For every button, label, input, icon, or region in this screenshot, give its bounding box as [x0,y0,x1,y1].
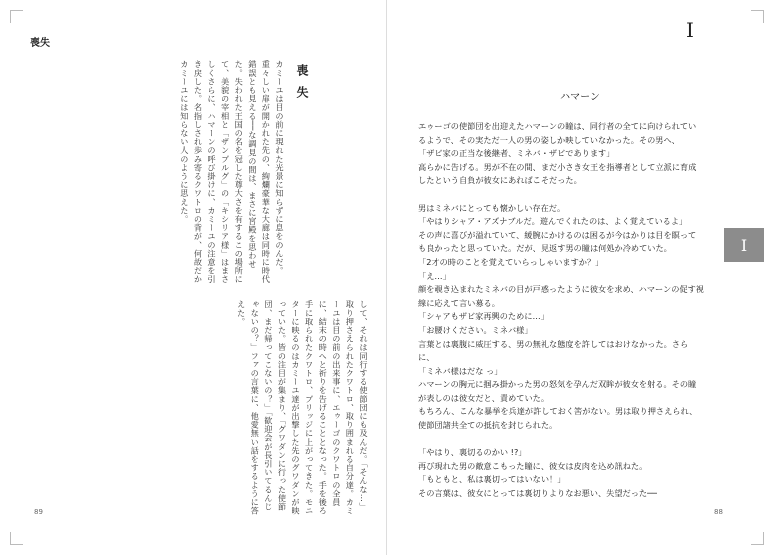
paragraph: 「ザビ家の正当な後継者、ミネバ・ザビであります」 [418,148,615,159]
paragraph: 言葉とは裏腹に威圧する、男の無礼な態度を許してはおけなかった。さらに、 [418,338,689,363]
crop-mark [751,10,764,23]
page-number-left: 89 [34,508,43,516]
paragraph: 顔を覗き込まれたミネバの目が戸惑ったように彼女を求め、ハマーンの促す視線に応えて言い募る。 [418,284,704,308]
vertical-body-lower: して、それは同行する使節団にも及んだ。「そんな…」取り押さえられたクワトロ、取り囲まれる自分達。カミーユは目の前の出来事に、エゥーゴのクワトロの全員に、結末の時へと祈りを告げることとなった。手を後ろ手に取られたクワトロ、ブリッジに上がってきた。モニターに映るのはカミーユ達が出撃した先のグワダンが映っていた。皆の注目が集まり、「グワダンに行った使節団、まだ帰ってこないの？」「歓迎会が長引いてるんじゃないの？」ファの言葉に、他愛無い話をするように答えた。 [236,300,369,515]
crop-mark [10,532,23,545]
page-number-right: 88 [714,508,723,516]
running-header: 喪失 [30,38,50,49]
paragraph: 男はミネバにとっても懐かしい存在だ。 [418,202,566,213]
paragraph: もちろん、こんな暴挙を兵達が許しておく筈がない。男は取り押さえられ、使節団諸共全ての抵抗を封じられた。 [418,406,698,431]
gutter-divider [386,0,387,555]
crop-mark [10,10,23,23]
paragraph: その声に喜びが溢れていて、緩腕にかけるのは困るが今はかりは目を瞑っても良かったと思っていた。だが、見返す男の瞳は何処か冷めていた。 [418,229,697,254]
paragraph: ハマーンの胸元に掴み掛かった男の怒気を孕んだ双眸が彼女を射る。その瞳が表しのは彼女だと、責めていた。 [418,379,697,403]
paragraph: 「やはり、裏切るのかい !?」 [418,447,527,458]
paragraph: 「ミネバ様はだな っ」 [418,365,503,376]
vertical-body-upper: カミーユは目の前に現れた光景に知らずに息をのんだ。重々しい扉が開かれた先の、絢爛豪華な大廊は同時に時代錯誤とも見える──な調見の間は、まさに宮殿を思わせた。失われた王国の名を冠した尊大さを有するこの場所にて、美貌の宰相と「ザンブルグ」の「キシリア様」はまさしくさらに、ハマーンの呼び掛けに、カミーユの注意を引き戻した。名指しされ歩み寄るクワトロの背が、何故だかカミーユには知らない人のように思えた。 [179,60,285,284]
paragraph: エゥーゴの使節団を出迎えたハマーンの瞳は、同行者の全てに向けられているようで、その実ただ一人の男の姿しか映していなかった。その男へ、 [418,121,697,145]
paragraph: 高らかに告げる。男が不在の間、まだ小さき女王を指導者として立派に育成したという自負が彼女にあればこそだった。 [418,161,697,186]
chapter-tab: I [724,228,764,262]
paragraph: 「もともと、私は裏切ってはいない！」 [418,474,566,485]
paragraph: 「シャアもザビ家再興のために…」 [418,311,549,322]
paragraph: 「お腰けください。ミネバ様」 [418,324,533,335]
chapter-title: 喪失 [295,64,309,108]
paragraph: その言葉は、彼女にとっては裏切りよりなお悪い、失望だった── [418,488,657,499]
section-title: ハマーン [560,92,600,103]
paragraph-gap [418,188,704,202]
paragraph: 「え…」 [418,270,451,281]
paragraph: 「2才の時のことを覚えていらっしゃいますか？」 [418,256,604,267]
body-text [418,120,704,501]
paragraph-gap [418,433,704,447]
paragraph: 再び現れた男の敵意こもった瞳に、彼女は皮肉を込め訊ねた。 [418,460,648,471]
paragraph: 「やはりシャア・アズナブルだ。遊んでくれたのは、よく覚えているよ」 [418,216,688,227]
chapter-number: I [686,18,694,42]
crop-mark [751,532,764,545]
